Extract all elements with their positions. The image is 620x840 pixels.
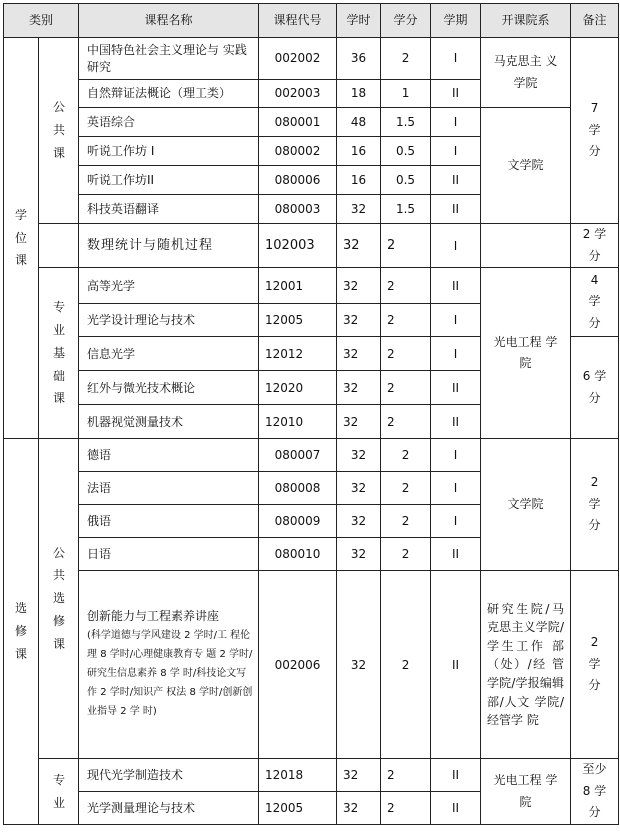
- course-credits: 2: [381, 759, 431, 792]
- header-category: 类别: [4, 4, 79, 38]
- course-credits: 2: [381, 571, 431, 759]
- course-name-lecture: [79, 571, 259, 759]
- course-code: 12005: [259, 792, 337, 825]
- department-optoelec: 光电工程 学 院: [481, 268, 571, 439]
- course-credits: 0.5: [381, 137, 431, 166]
- header-note: 备注: [571, 4, 619, 38]
- course-term: I: [431, 337, 481, 371]
- course-name: 数理统计与随机过程: [79, 224, 259, 268]
- course-name: 俄语: [79, 505, 259, 538]
- course-name: 中国特色社会主义理论与 实践研究: [79, 38, 259, 80]
- note-major: 至少 8 学 分: [571, 759, 619, 825]
- course-hours: 32: [337, 195, 381, 224]
- course-hours: 32: [337, 439, 381, 472]
- course-credits: 2: [381, 304, 431, 337]
- course-term: I: [431, 304, 481, 337]
- table-row: [4, 108, 619, 137]
- course-credits: 2: [381, 405, 431, 439]
- course-code: 12018: [259, 759, 337, 792]
- table-row: [4, 439, 619, 472]
- course-credits: 2: [381, 439, 431, 472]
- course-code: 080009: [259, 505, 337, 538]
- lecture-detail: (科学道德与学风建设 2 学时/工 程伦理 8 学时/心理健康教育专 题 2 学时/研究生信息素养 8 学 时/科技论文写作 2 学时/知识产 权法 8 学时/创新创业指导 2 学 时): [87, 630, 253, 718]
- course-code: 12001: [259, 268, 337, 304]
- course-code: 080001: [259, 108, 337, 137]
- course-term: II: [431, 759, 481, 792]
- course-name: 光学测量理论与技术: [79, 792, 259, 825]
- course-term: I: [431, 439, 481, 472]
- course-hours: 32: [337, 371, 381, 405]
- course-code: 12010: [259, 405, 337, 439]
- department-lecture: 研究生院/马 克思主义学院/学生工作 部（处）/经 管学院/学报编辑部/人文 学院/经管学 院: [481, 571, 571, 759]
- course-hours: 32: [337, 337, 381, 371]
- table-row: [4, 38, 619, 80]
- course-name: 科技英语翻译: [79, 195, 259, 224]
- course-hours: 32: [337, 792, 381, 825]
- course-code: 12020: [259, 371, 337, 405]
- course-credits: 1: [381, 80, 431, 108]
- course-hours: 32: [337, 571, 381, 759]
- group-elective: 选 修 课: [4, 439, 39, 825]
- course-credits: 0.5: [381, 166, 431, 195]
- course-name: 光学设计理论与技术: [79, 304, 259, 337]
- course-credits: 1.5: [381, 195, 431, 224]
- course-term: I: [431, 505, 481, 538]
- group-degree: 学 位 课: [4, 38, 39, 439]
- course-hours: 32: [337, 405, 381, 439]
- group-public-elective: 公 共 选 修 课: [39, 439, 79, 759]
- course-name: 信息光学: [79, 337, 259, 371]
- header-department: 开课院系: [481, 4, 571, 38]
- course-hours: 16: [337, 166, 381, 195]
- header-course-name: 课程名称: [79, 4, 259, 38]
- course-term: I: [431, 137, 481, 166]
- course-name: 法语: [79, 472, 259, 505]
- course-term: II: [431, 538, 481, 571]
- course-code: 002002: [259, 38, 337, 80]
- course-code: 12005: [259, 304, 337, 337]
- course-hours: 36: [337, 38, 381, 80]
- table-row: [4, 268, 619, 304]
- course-name: 自然辩证法概论（理工类）: [79, 80, 259, 108]
- course-name: 德语: [79, 439, 259, 472]
- course-code: 080002: [259, 137, 337, 166]
- course-code: 12012: [259, 337, 337, 371]
- course-hours: 16: [337, 137, 381, 166]
- course-credits: 2: [381, 268, 431, 304]
- course-term: I: [431, 224, 481, 268]
- course-term: II: [431, 268, 481, 304]
- course-name: 现代光学制造技术: [79, 759, 259, 792]
- course-code: 002006: [259, 571, 337, 759]
- group-public: 公 共 课: [39, 38, 79, 224]
- group-major: 专 业: [39, 759, 79, 825]
- course-term: II: [431, 80, 481, 108]
- note-lecture: 2 学 分: [571, 571, 619, 759]
- header-credits: 学分: [381, 4, 431, 38]
- course-term: I: [431, 108, 481, 137]
- table-row: [4, 224, 619, 268]
- course-hours: 32: [337, 538, 381, 571]
- course-code: 080007: [259, 439, 337, 472]
- course-code: 080003: [259, 195, 337, 224]
- department-marxism: 马克思主 义 学院: [481, 38, 571, 108]
- course-term: II: [431, 371, 481, 405]
- course-name: 英语综合: [79, 108, 259, 137]
- header-hours: 学时: [337, 4, 381, 38]
- header-term: 学期: [431, 4, 481, 38]
- course-code: 080006: [259, 166, 337, 195]
- note-public: 7 学 分: [571, 38, 619, 224]
- course-hours: 32: [337, 505, 381, 538]
- table-row: [4, 759, 619, 792]
- course-code: 102003: [259, 224, 337, 268]
- course-hours: 32: [337, 224, 381, 268]
- course-hours: 18: [337, 80, 381, 108]
- header-row: [4, 4, 619, 38]
- course-credits: 2: [381, 792, 431, 825]
- course-table: [3, 3, 619, 825]
- course-term: I: [431, 472, 481, 505]
- course-term: II: [431, 195, 481, 224]
- course-hours: 48: [337, 108, 381, 137]
- header-course-code: 课程代号: [259, 4, 337, 38]
- course-code: 080010: [259, 538, 337, 571]
- note-major-basic-a: 4 学 分: [571, 268, 619, 337]
- course-credits: 2: [381, 224, 431, 268]
- department-optoelec-2: 光电工程 学 院: [481, 759, 571, 825]
- course-name: 听说工作坊 I: [79, 137, 259, 166]
- table-row: [4, 571, 619, 759]
- course-term: II: [431, 166, 481, 195]
- course-hours: 32: [337, 759, 381, 792]
- course-credits: 2: [381, 505, 431, 538]
- department-foreign-lang: 文学院: [481, 108, 571, 224]
- course-credits: 2: [381, 472, 431, 505]
- group-major-basic: 专 业 基 础 课: [39, 268, 79, 439]
- course-hours: 32: [337, 268, 381, 304]
- course-term: II: [431, 792, 481, 825]
- department-foreign-lang-2: 文学院: [481, 439, 571, 571]
- course-code: 080008: [259, 472, 337, 505]
- course-name: 听说工作坊II: [79, 166, 259, 195]
- course-hours: 32: [337, 472, 381, 505]
- course-name: 机器视觉测量技术: [79, 405, 259, 439]
- course-term: II: [431, 405, 481, 439]
- course-name: 日语: [79, 538, 259, 571]
- lecture-title: 创新能力与工程素养讲座: [87, 609, 220, 624]
- course-code: 002003: [259, 80, 337, 108]
- course-credits: 2: [381, 337, 431, 371]
- course-credits: 2: [381, 371, 431, 405]
- note-languages: 2 学 分: [571, 439, 619, 571]
- note-major-basic-b: 6 学 分: [571, 337, 619, 439]
- course-hours: 32: [337, 304, 381, 337]
- note-math: 2 学 分: [571, 224, 619, 268]
- course-term: I: [431, 38, 481, 80]
- course-name: 红外与微光技术概论: [79, 371, 259, 405]
- course-credits: 1.5: [381, 108, 431, 137]
- empty-cell: [481, 224, 571, 268]
- course-name: 高等光学: [79, 268, 259, 304]
- course-credits: 2: [381, 538, 431, 571]
- empty-cell: [39, 224, 79, 268]
- course-term: II: [431, 571, 481, 759]
- course-credits: 2: [381, 38, 431, 80]
